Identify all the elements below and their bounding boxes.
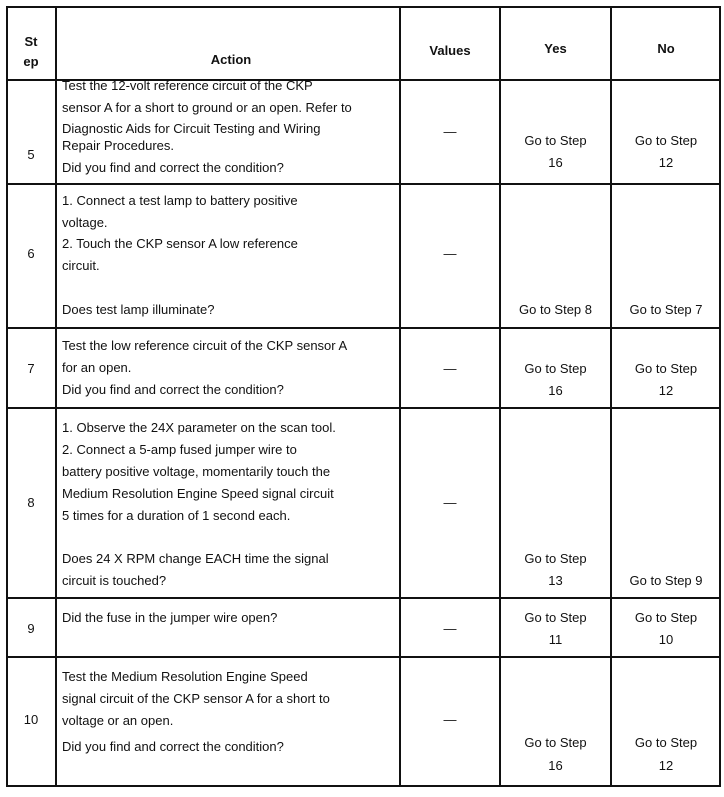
header-step: ep (23, 54, 39, 69)
values-cell: — (443, 124, 457, 139)
divider (6, 597, 721, 599)
values-cell: — (443, 361, 457, 376)
header-no: No (657, 41, 675, 56)
action-line: Test the low reference circuit of the CKP sensor A (62, 338, 348, 353)
action-line: for an open. (62, 360, 132, 375)
yes-cell: Go to Step 8 (519, 302, 592, 317)
step-number: 10 (23, 712, 39, 727)
action-line: Did the fuse in the jumper wire open? (62, 610, 278, 625)
step-number: 7 (27, 361, 35, 376)
yes-cell: 11 (548, 632, 563, 647)
yes-cell: Go to Step (524, 133, 587, 148)
yes-cell: 16 (548, 758, 563, 773)
action-line: circuit is touched? (62, 573, 167, 588)
action-line: Did you find and correct the condition? (62, 160, 284, 175)
yes-cell: Go to Step (524, 361, 587, 376)
no-cell: 12 (658, 383, 674, 398)
action-line: battery positive voltage, momentarily touch the (62, 464, 331, 479)
step-number: 8 (27, 495, 35, 510)
action-line: Diagnostic Aids for Circuit Testing and Wiring (62, 121, 321, 136)
action-line: Test the Medium Resolution Engine Speed (62, 669, 308, 684)
header-action: Action (210, 52, 252, 67)
action-line: Test the 12-volt reference circuit of the CKP (62, 78, 313, 93)
no-cell: Go to Step (634, 361, 698, 376)
yes-cell: Go to Step (524, 735, 587, 750)
step-number: 9 (27, 621, 35, 636)
action-line: Repair Procedures. (62, 138, 174, 153)
values-cell: — (443, 495, 457, 510)
divider (55, 6, 57, 787)
no-cell: Go to Step (634, 133, 698, 148)
action-line: voltage. (62, 215, 108, 230)
divider (6, 407, 721, 409)
action-line: Did you find and correct the condition? (62, 739, 284, 754)
no-cell: Go to Step 9 (629, 573, 703, 588)
action-line: sensor A for a short to ground or an open. Refer to (62, 100, 352, 115)
divider (6, 327, 721, 329)
action-line: 1. Connect a test lamp to battery positive (62, 193, 298, 208)
yes-cell: Go to Step (524, 551, 587, 566)
no-cell: Go to Step (634, 735, 698, 750)
header-values: Values (429, 43, 471, 58)
action-line: 1. Observe the 24X parameter on the scan tool. (62, 420, 336, 435)
header-step: St (24, 34, 38, 49)
values-cell: — (443, 712, 457, 727)
action-line: Does 24 X RPM change EACH time the signal (62, 551, 329, 566)
action-line: Does test lamp illuminate? (62, 302, 215, 317)
action-line: Did you find and correct the condition? (62, 382, 284, 397)
values-cell: — (443, 621, 457, 636)
action-line: 5 times for a duration of 1 second each. (62, 508, 291, 523)
action-line: Medium Resolution Engine Speed signal circuit (62, 486, 334, 501)
action-line: circuit. (62, 258, 100, 273)
divider (6, 656, 721, 658)
header-yes: Yes (544, 41, 567, 56)
action-line: signal circuit of the CKP sensor A for a short to (62, 691, 330, 706)
no-cell: Go to Step (634, 610, 698, 625)
action-line: voltage or an open. (62, 713, 174, 728)
action-line: 2. Touch the CKP sensor A low reference (62, 236, 298, 251)
action-line: 2. Connect a 5-amp fused jumper wire to (62, 442, 297, 457)
step-number: 5 (27, 147, 35, 162)
no-cell: 12 (658, 155, 674, 170)
no-cell: 10 (658, 632, 674, 647)
values-cell: — (443, 246, 457, 261)
divider (6, 183, 721, 185)
yes-cell: 16 (548, 383, 563, 398)
yes-cell: 13 (548, 573, 563, 588)
yes-cell: 16 (548, 155, 563, 170)
no-cell: Go to Step 7 (629, 302, 703, 317)
yes-cell: Go to Step (524, 610, 587, 625)
no-cell: 12 (658, 758, 674, 773)
step-number: 6 (27, 246, 35, 261)
